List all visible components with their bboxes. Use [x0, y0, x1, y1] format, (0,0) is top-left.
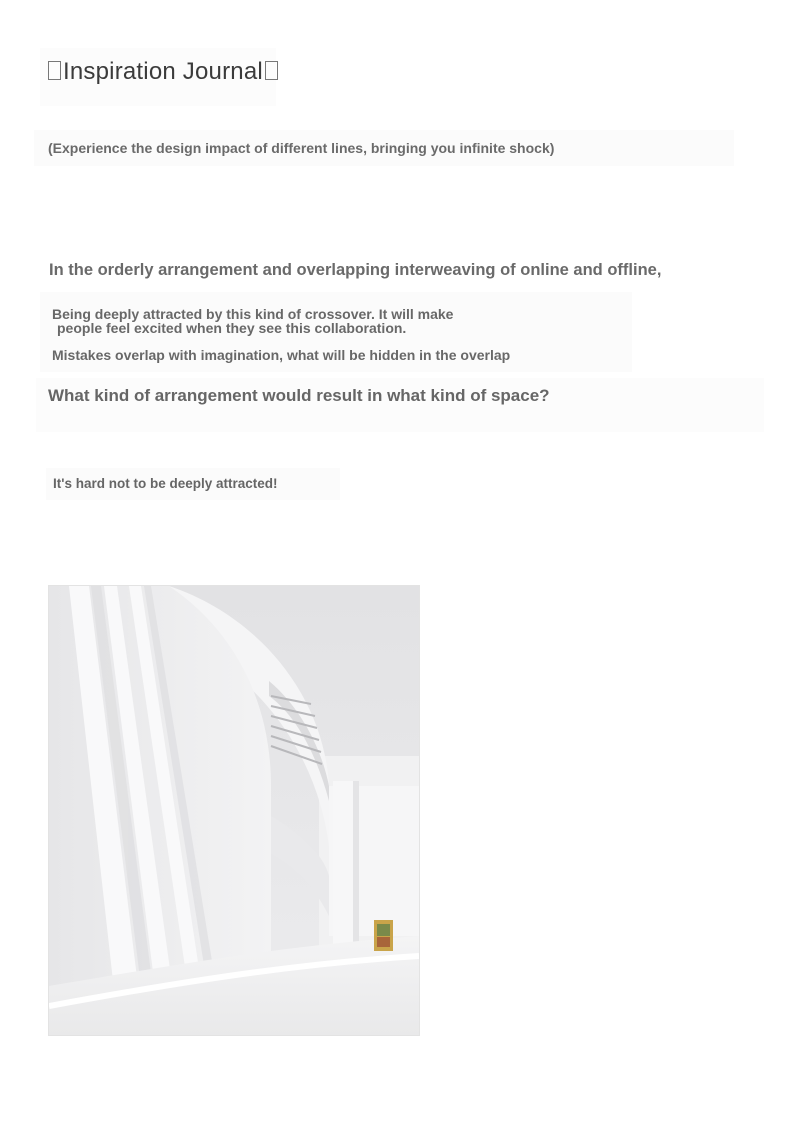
page-title [46, 58, 280, 86]
bracket-left-icon [48, 61, 61, 80]
page-title-text: Inspiration Journal [63, 58, 263, 85]
architecture-photo-drawing [49, 586, 419, 1035]
subtitle: (Experience the design impact of different lines, bringing you infinite shock) [48, 140, 555, 156]
question-line: What kind of arrangement would result in what kind of space? [48, 386, 550, 405]
paragraph-line-1: In the orderly arrangement and overlapping interweaving of online and offline, [49, 261, 662, 279]
bracket-right-icon [265, 61, 278, 80]
architecture-photo [48, 585, 420, 1036]
closing-line: It's hard not to be deeply attracted! [53, 476, 278, 491]
paragraph-line-2b: people feel excited when they see this collaboration. [57, 320, 407, 336]
paragraph-line-2a: Being deeply attracted by this kind of crossover. It will make [52, 306, 454, 322]
paragraph-line-3: Mistakes overlap with imagination, what will be hidden in the overlap [52, 347, 511, 363]
